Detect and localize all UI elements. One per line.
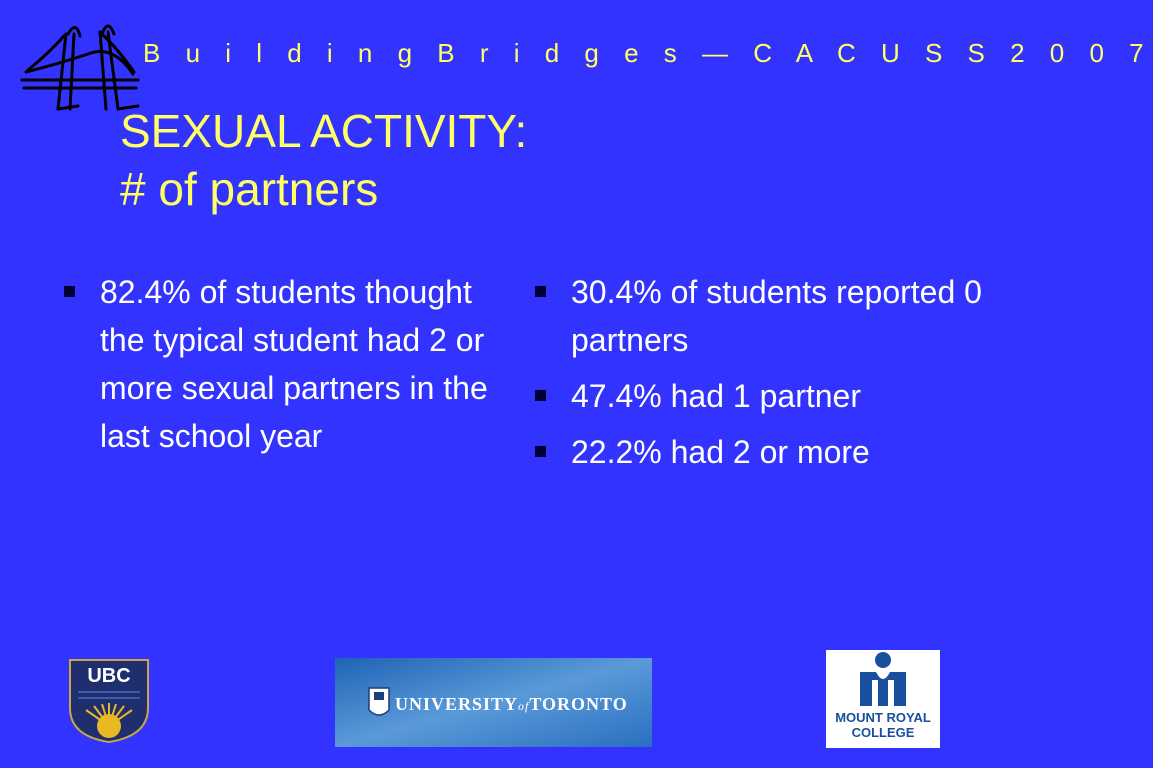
uoft-logo-text: UNIVERSITYofTORONTO — [395, 694, 628, 714]
list-item — [535, 428, 1005, 476]
bridge-icon — [18, 14, 143, 114]
mount-royal-logo-text: MOUNT ROYAL COLLEGE — [835, 710, 931, 740]
list-item — [535, 268, 1005, 364]
title-line-2: # of partners — [120, 163, 379, 215]
ubc-logo-text: UBC — [87, 665, 131, 687]
square-bullet-icon — [535, 446, 546, 457]
list-item — [64, 268, 504, 460]
slide-title — [120, 102, 527, 218]
ubc-logo — [68, 658, 150, 744]
bullet-text: 22.2% had 2 or more — [571, 434, 870, 470]
uoft-logo — [335, 658, 652, 747]
right-bullet-list — [535, 268, 1005, 484]
conference-header: B u i l d i n g B r i d g e s — C A C U S S 2 0 0 7 — [143, 38, 1153, 68]
square-bullet-icon — [64, 286, 75, 297]
list-item — [535, 372, 1005, 420]
square-bullet-icon — [535, 286, 546, 297]
square-bullet-icon — [535, 390, 546, 401]
bullet-text: 30.4% of students reported 0 partners — [571, 274, 982, 358]
left-bullet-list — [64, 268, 504, 468]
bullet-text: 82.4% of students thought the typical student had 2 or more sexual partners in the last school year — [100, 274, 488, 454]
title-line-1: SEXUAL ACTIVITY: — [120, 105, 528, 157]
mount-royal-logo — [826, 650, 940, 748]
bullet-text: 47.4% had 1 partner — [571, 378, 861, 414]
